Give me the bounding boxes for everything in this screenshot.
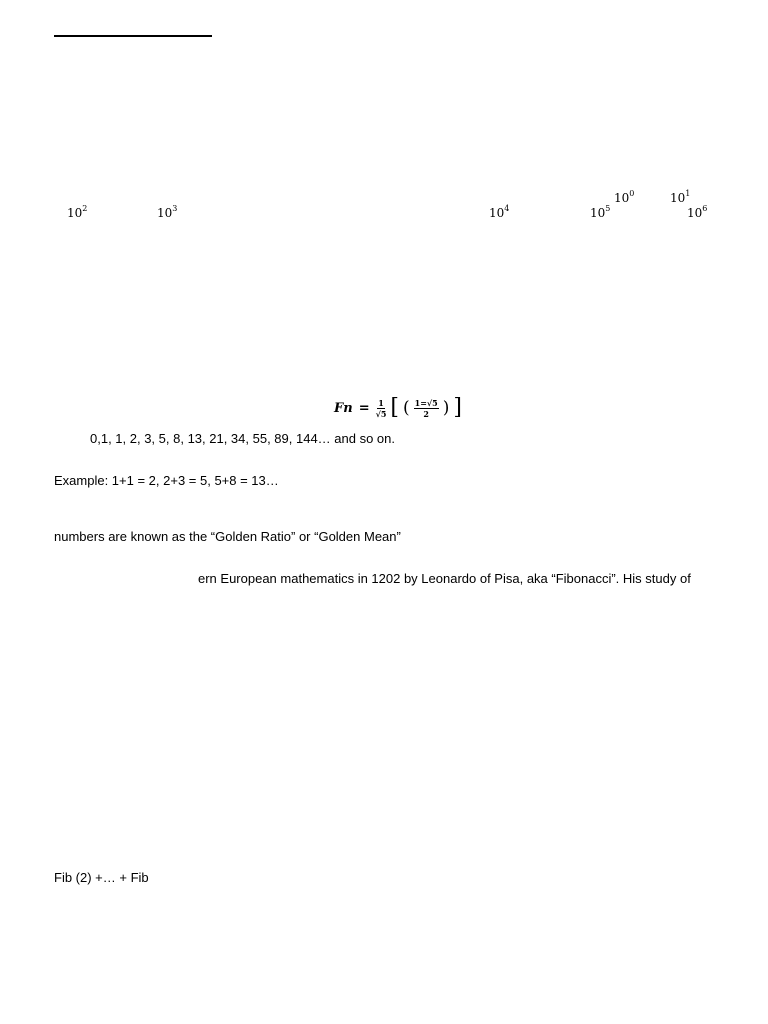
power-label-10-5: $10^5$ <box>590 204 611 220</box>
power-label-10-3: $10^3$ <box>157 204 178 220</box>
inner-numerator: 1=√5 <box>414 397 438 408</box>
power-label-10-1: $10^1$ <box>670 189 691 205</box>
power-label-10-6: $10^6$ <box>687 204 708 220</box>
close-bracket: ] <box>453 395 462 420</box>
outer-numerator: 1 <box>378 397 384 408</box>
golden-ratio-text: numbers are known as the “Golden Ratio” or “Golden Mean” <box>54 529 401 544</box>
inner-denominator: 2 <box>423 408 429 419</box>
binet-formula <box>334 395 462 421</box>
history-text: ern European mathematics in 1202 by Leonardo of Pisa, aka “Fibonacci”. His study of <box>198 571 691 586</box>
fibonacci-sequence-text: 0,1, 1, 2, 3, 5, 8, 13, 21, 34, 55, 89, 144… and so on. <box>90 431 395 446</box>
formula-inner-fraction <box>414 399 439 418</box>
power-label-10-2: $10^2$ <box>67 204 88 220</box>
close-paren: ) <box>442 397 450 418</box>
fib-sum-text: Fib (2) +… + Fib <box>54 870 149 885</box>
example-text: Example: 1+1 = 2, 2+3 = 5, 5+8 = 13… <box>54 473 279 488</box>
formula-outer-fraction <box>376 399 387 418</box>
formula-lhs: Fn <box>334 400 353 416</box>
open-paren: ( <box>403 397 410 418</box>
power-label-10-0: $10^0$ <box>614 189 635 205</box>
formula-equals: = <box>358 400 370 416</box>
outer-denominator: √5 <box>375 408 387 419</box>
open-bracket: [ <box>390 395 400 420</box>
header-rule <box>54 35 212 37</box>
power-label-10-4: $10^4$ <box>489 204 510 220</box>
